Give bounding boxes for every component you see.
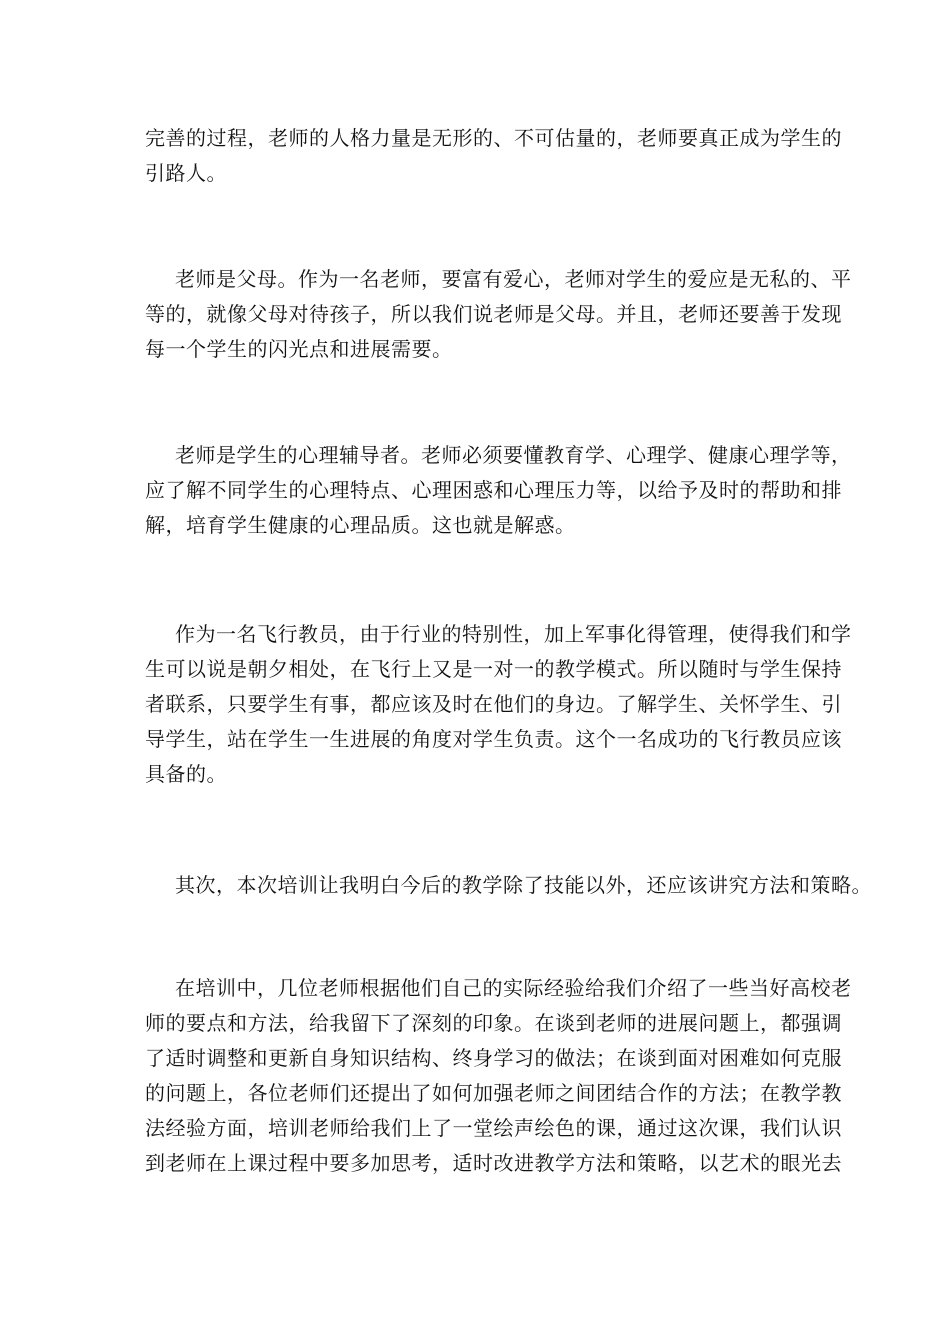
text-line: 了适时调整和更新自身知识结构、终身学习的做法；在谈到面对困难如何克服 (145, 1046, 842, 1070)
text-line: 其次，本次培训让我明白今后的教学除了技能以外，还应该讲究方法和策略。 (175, 873, 872, 897)
text-line: 应了解不同学生的心理特点、心理困惑和心理压力等，以给予及时的帮助和排 (145, 478, 842, 502)
text-line: 在培训中，几位老师根据他们自己的实际经验给我们介绍了一些当好高校老 (175, 976, 852, 1000)
text-line: 者联系，只要学生有事，都应该及时在他们的身边。了解学生、关怀学生、引 (145, 692, 842, 716)
text-line: 作为一名飞行教员，由于行业的特别性，加上军事化得管理，使得我们和学 (175, 622, 852, 646)
text-line: 的问题上，各位老师们还提出了如何加强老师之间团结合作的方法；在教学教 (145, 1081, 842, 1105)
paragraph-1 (145, 121, 842, 191)
text-line: 导学生，站在学生一生进展的角度对学生负责。这个一名成功的飞行教员应该 (145, 727, 842, 751)
text-line: 老师是父母。作为一名老师，要富有爱心，老师对学生的爱应是无私的、平 (175, 267, 852, 291)
paragraph-6 (145, 971, 852, 1181)
text-line: 生可以说是朝夕相处，在飞行上又是一对一的教学模式。所以随时与学生保持 (145, 657, 842, 681)
text-line: 师的要点和方法，给我留下了深刻的印象。在谈到老师的进展问题上，都强调 (145, 1011, 842, 1035)
paragraph-3 (145, 438, 852, 543)
text-line: 老师是学生的心理辅导者。老师必须要懂教育学、心理学、健康心理学等， (175, 443, 852, 467)
text-line: 法经验方面，培训老师给我们上了一堂绘声绘色的课，通过这次课，我们认识 (145, 1116, 842, 1140)
text-line: 到老师在上课过程中要多加思考，适时改进教学方法和策略，以艺术的眼光去 (145, 1151, 842, 1175)
text-line: 完善的过程，老师的人格力量是无形的、不可估量的，老师要真正成为学生的 (145, 126, 842, 150)
paragraph-5 (145, 868, 872, 903)
paragraph-2 (145, 262, 852, 367)
text-line: 解，培育学生健康的心理品质。这也就是解惑。 (145, 513, 576, 537)
text-line: 具备的。 (145, 762, 227, 786)
paragraph-4 (145, 617, 852, 792)
text-line: 引路人。 (145, 161, 227, 185)
text-line: 每一个学生的闪光点和进展需要。 (145, 337, 453, 361)
text-line: 等的，就像父母对待孩子，所以我们说老师是父母。并且，老师还要善于发现 (145, 302, 842, 326)
